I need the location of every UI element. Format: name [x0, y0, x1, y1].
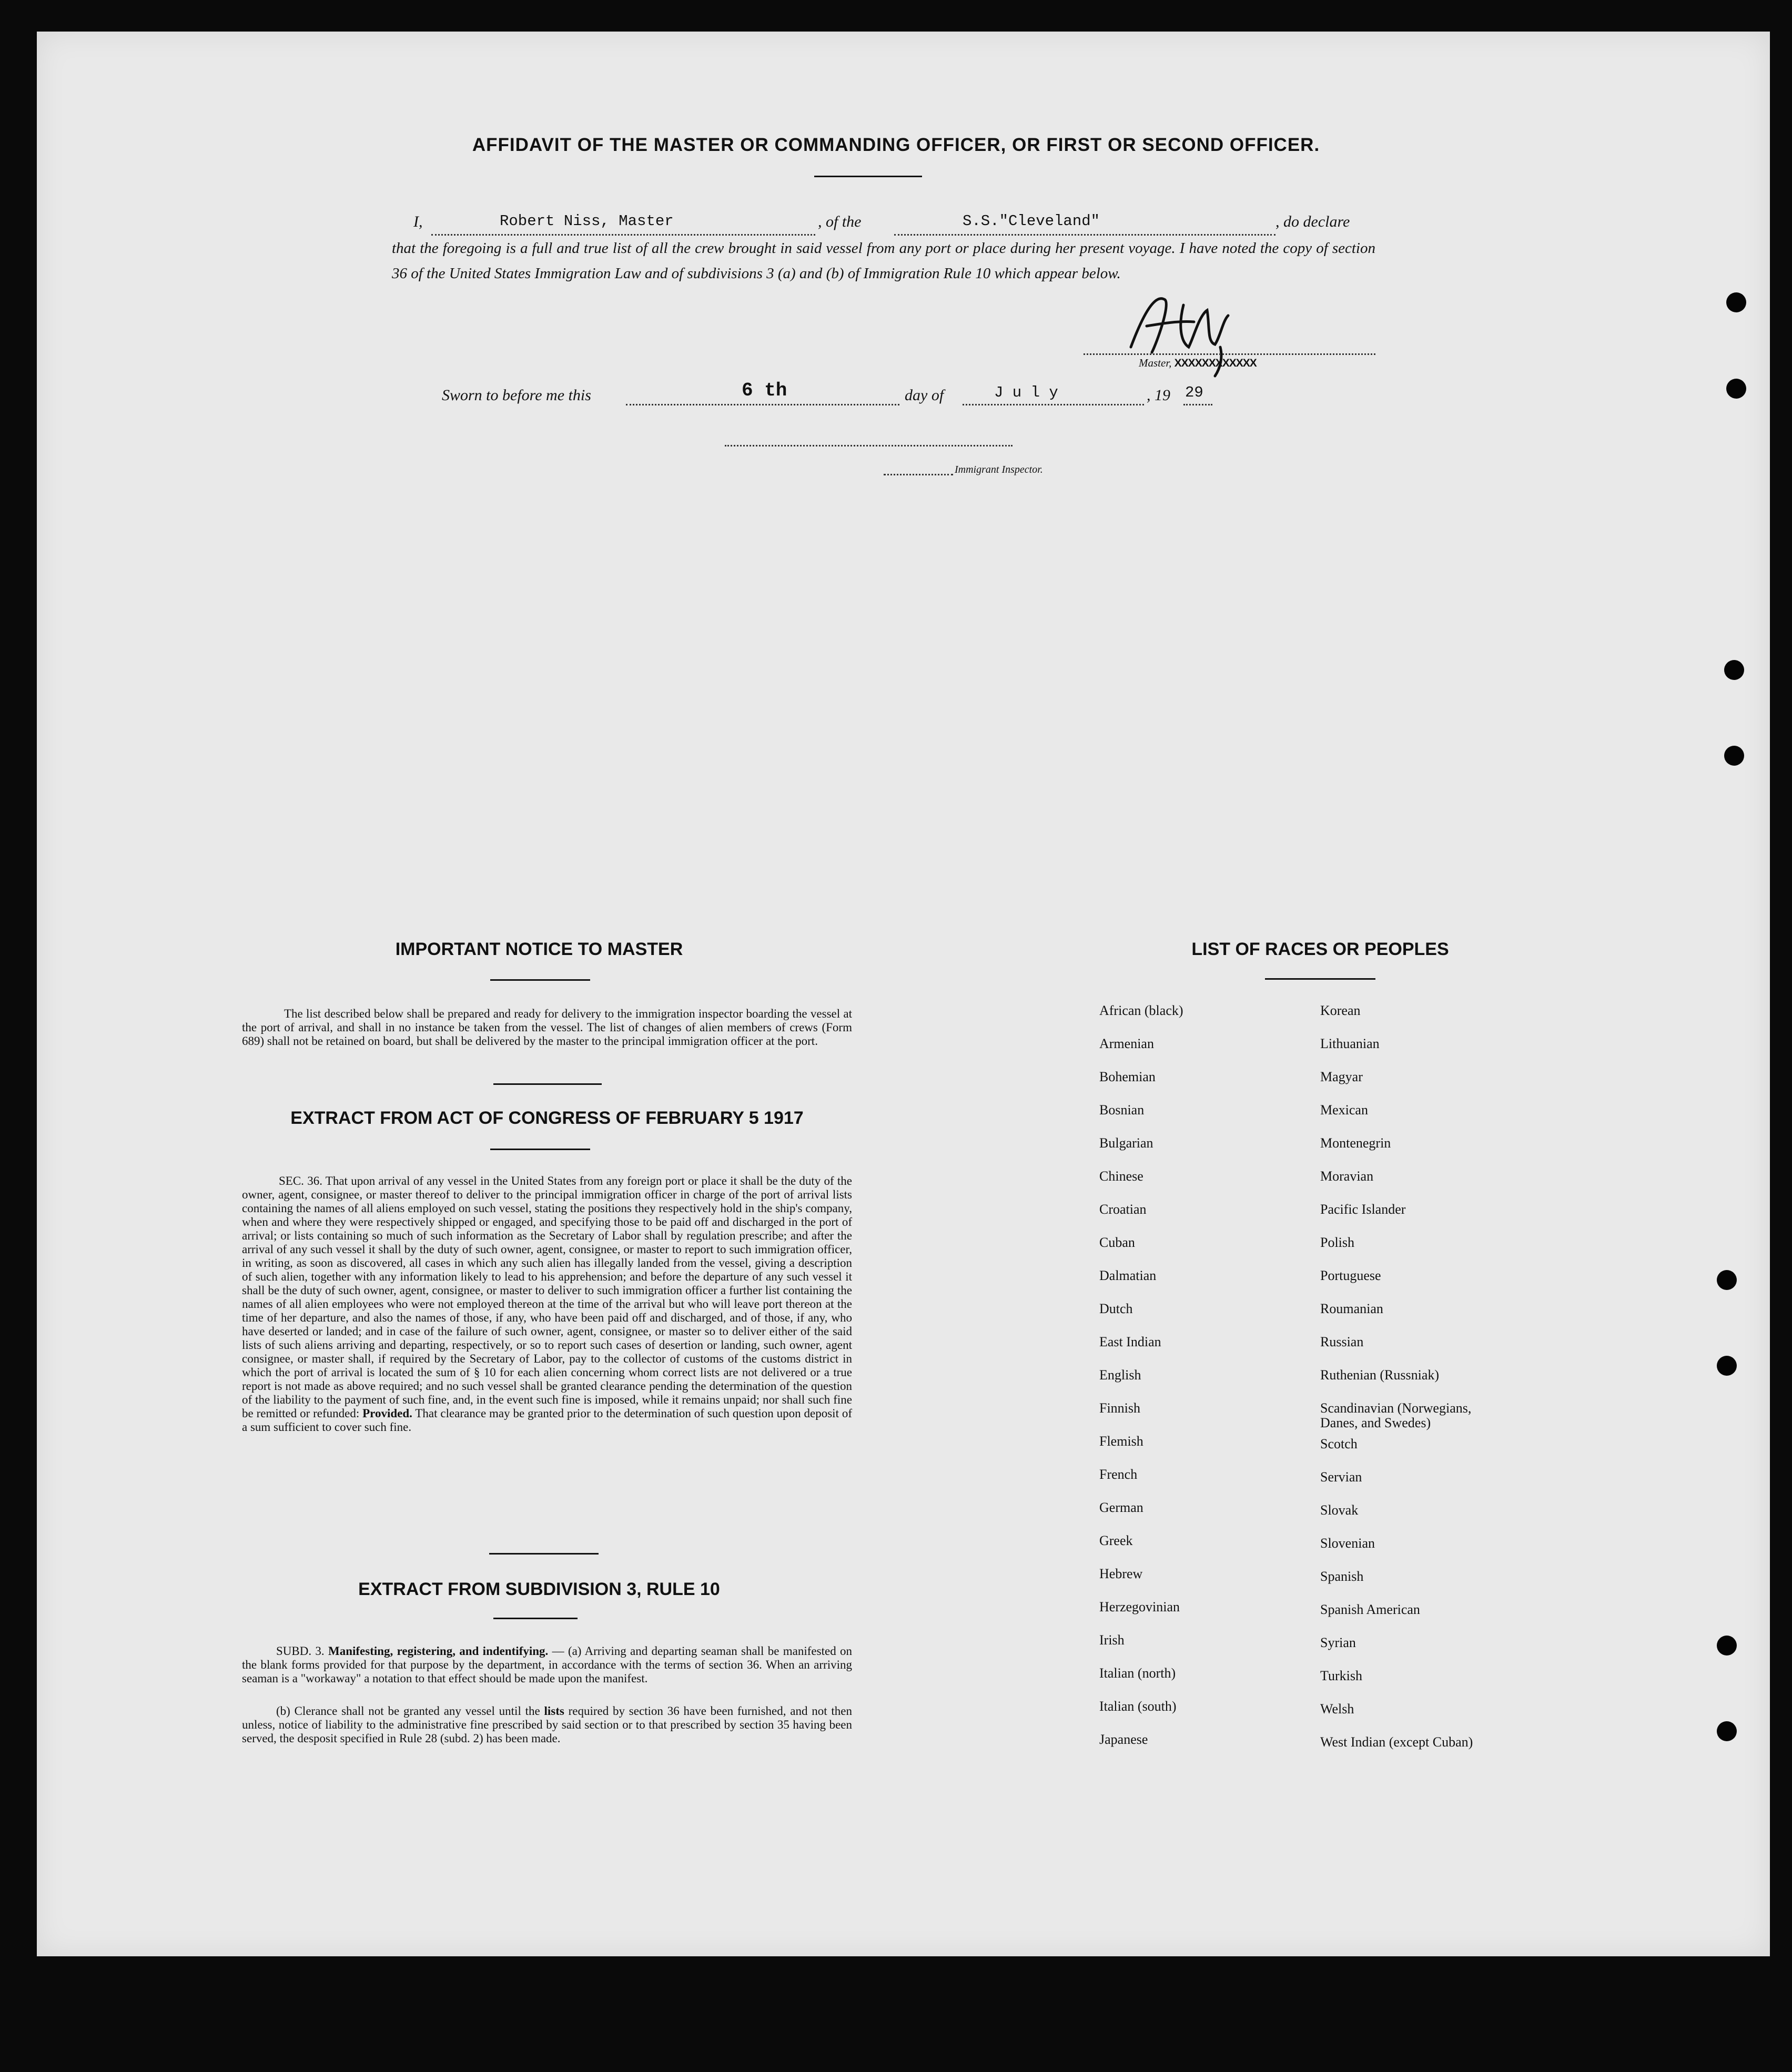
act-text-a: SEC. 36. That upon arrival of any vessel in the United States from any foreign port or place it shall be the duty of the owner, agent, consignee, or master thereof to deliver to the principal immigration officer in charge of the port of arrival lists containing the names of all aliens employed on such vessel, stating the positions they respectively hold in the ship's company, when and where they were respectively shipped or engaged, and specifying those to be paid off and discharged in the port of arrival; or lists containing so much of such information as the Secretary of Labor shall by regulation prescribe; and after the arrival of any such vessel it shall by the duty of such owner, agent, consignee, or master to report to such immigration officer, in writing, as soon as discovered, all cases in which any such alien has illegally landed from the vessel, giving a description of such alien, together with any information likely to lead to his apprehension; and before the departure of any such vessel it shall be the duty of such owner, agent, consignee, or master to deliver to such immigration officer a further list containing the names of all alien employees who were not employed thereon at the time of the arrival but who will leave port thereon at the time of her departure, and also the names of those, if any, who have been paid off and discharged, and of those, if any, who have deserted or landed; and in case of the failure of such owner, agent, consignee, or master so to deliver either of the said lists of such aliens arriving and departing, respectively, or so to report such cases of desertion or landing, such owner, agent consignee, or master shall, if required by the Secretary of Labor, pay to the collector of customs of the customs district in which the port of arrival is located the sum of § 10 for each alien concerning whom correct lists are not delivered or a true report is not made as above required; and no such vessel shall be granted clearance pending the determination of the question of the liability to the payment of such fine, and, in the event such fine is imposed, while it remains unpaid; nor shall such fine be remitted or refunded: [242, 1174, 852, 1420]
year-value: 29 [1185, 384, 1203, 401]
subd-b-lists: lists [544, 1704, 564, 1718]
inspector-label: Immigrant Inspector. [955, 464, 1043, 475]
race-item: Bulgarian [1099, 1135, 1153, 1151]
title-divider [814, 176, 922, 177]
year-prefix: , 19 [1147, 387, 1170, 404]
master-name: Robert Niss, Master [500, 212, 674, 230]
race-item: Polish [1320, 1235, 1355, 1250]
inspector-line-1 [725, 445, 1013, 446]
master-label: Master, [1139, 357, 1175, 369]
race-item: Greek [1099, 1533, 1133, 1548]
inspector-line-2 [884, 474, 953, 475]
race-item: Croatian [1099, 1202, 1147, 1217]
act-text [242, 1174, 852, 1434]
provided-label: Provided. [362, 1407, 412, 1420]
rule10-text-a [242, 1644, 852, 1685]
race-item: Slovak [1320, 1502, 1359, 1518]
race-item: Scotch [1320, 1436, 1358, 1451]
race-item: Bohemian [1099, 1069, 1156, 1084]
notice-divider [490, 979, 590, 981]
signature-line [1084, 353, 1375, 355]
subd-lead: SUBD. 3. [276, 1644, 325, 1658]
punch-hole [1726, 379, 1746, 399]
month-value: J u l y [994, 384, 1058, 401]
subd-heading: Manifesting, registering, and indentifying. [328, 1644, 549, 1658]
subd-a-text: — (a) Arriving and departing seaman shall be manifested on the blank forms provided for that purpose by the department, in accordance with the terms of section 36. When an arriving seaman is a "workaway" a notation to that effect should be made upon the manifest. [242, 1644, 853, 1685]
subd-b-pre: (b) Clerance shall not be granted any vessel until the [276, 1704, 540, 1718]
act-title: EXTRACT FROM ACT OF CONGRESS OF FEBRUARY 5 1917 [290, 1108, 804, 1128]
sworn-label: Sworn to before me this [442, 387, 591, 404]
affidavit-title: AFFIDAVIT OF THE MASTER OR COMMANDING OFFICER, OR FIRST OR SECOND OFFICER. [472, 135, 1320, 155]
punch-hole [1717, 1356, 1737, 1376]
race-item: Spanish [1320, 1569, 1364, 1584]
punch-hole [1717, 1636, 1737, 1655]
race-item: Italian (north) [1099, 1665, 1176, 1681]
race-item: Italian (south) [1099, 1699, 1177, 1714]
races-title: LIST OF RACES OR PEOPLES [1191, 939, 1449, 959]
punch-hole [1724, 660, 1744, 680]
punch-hole [1724, 746, 1744, 766]
race-item: Montenegrin [1320, 1135, 1391, 1151]
rule10-text-b [242, 1704, 852, 1745]
race-item: Finnish [1099, 1400, 1141, 1416]
race-item: Moravian [1320, 1169, 1374, 1184]
race-item: English [1099, 1367, 1141, 1383]
signature-label [1139, 357, 1257, 370]
race-item: Scandinavian (Norwegians, Danes, and Swedes) [1320, 1400, 1472, 1430]
affidavit-body: that the foregoing is a full and true list of all the crew brought in said vessel from any port or place during her present voyage. I have noted the copy of section 36 of the United States Immigration Law and of subdivisions 3 (a) and (b) of Immigration Rule 10 which appear below. [392, 240, 1375, 282]
races-divider [1265, 978, 1375, 980]
struck-label: XXXXXXXXXXXX [1174, 357, 1257, 369]
i-label: I, [413, 213, 423, 230]
race-item: Mexican [1320, 1102, 1368, 1118]
race-item: African (black) [1099, 1003, 1183, 1018]
race-item: Pacific Islander [1320, 1202, 1406, 1217]
race-item: Russian [1320, 1334, 1364, 1349]
race-item: Irish [1099, 1632, 1125, 1648]
race-item: Lithuanian [1320, 1036, 1380, 1051]
vessel-name: S.S."Cleveland" [963, 212, 1100, 230]
subd-b-post: required by section 36 have been furnished, and not then unless, notice of liability to the administrative fine prescribed by said section or to that prescribed by section 35 having been served, the desposit specified in Rule 28 (subd. 2) has been made. [242, 1704, 852, 1745]
race-item: Dutch [1099, 1301, 1133, 1316]
race-item: Dalmatian [1099, 1268, 1157, 1283]
race-item: Turkish [1320, 1668, 1362, 1683]
notice-title: IMPORTANT NOTICE TO MASTER [395, 939, 683, 959]
day-line [626, 404, 899, 405]
day-of-label: day of [905, 387, 944, 404]
act-divider [490, 1149, 590, 1150]
race-item: Slovenian [1320, 1536, 1375, 1551]
race-item: West Indian (except Cuban) [1320, 1734, 1473, 1750]
race-item: Flemish [1099, 1434, 1143, 1449]
month-line [963, 404, 1144, 405]
race-item: East Indian [1099, 1334, 1161, 1349]
year-line [1183, 404, 1212, 405]
punch-hole [1717, 1270, 1737, 1290]
race-item: Roumanian [1320, 1301, 1383, 1316]
race-item: German [1099, 1500, 1143, 1515]
act-rule [489, 1553, 599, 1555]
rule10-divider [493, 1618, 578, 1619]
notice-rule [493, 1083, 602, 1085]
race-item: Spanish American [1320, 1602, 1420, 1617]
race-item: Korean [1320, 1003, 1361, 1018]
race-item: Cuban [1099, 1235, 1135, 1250]
race-item: Chinese [1099, 1169, 1143, 1184]
race-item: French [1099, 1467, 1138, 1482]
race-item: Syrian [1320, 1635, 1356, 1650]
day-value: 6 th [742, 380, 787, 401]
race-item: Ruthenian (Russniak) [1320, 1367, 1440, 1383]
race-item: Magyar [1320, 1069, 1363, 1084]
race-item: Herzegovinian [1099, 1599, 1180, 1614]
race-item: Servian [1320, 1469, 1362, 1485]
of-the-label: , of the [818, 213, 862, 230]
race-item: Hebrew [1099, 1566, 1143, 1581]
punch-hole [1726, 292, 1746, 312]
rule10-title: EXTRACT FROM SUBDIVISION 3, RULE 10 [358, 1579, 720, 1599]
punch-hole [1717, 1721, 1737, 1741]
notice-text: The list described below shall be prepared and ready for delivery to the immigration inspector boarding the vessel at the port of arrival, and shall in no instance be taken from the vessel. The list of changes of alien members of crews (Form 689) shall not be retained on board, but shall be delivered by the master to the principal immigration officer at the port. [242, 1007, 852, 1048]
race-item: Japanese [1099, 1732, 1148, 1747]
do-declare-label: , do declare [1275, 213, 1350, 230]
race-item: Welsh [1320, 1701, 1354, 1716]
act-text-b: That clearance may be granted prior to the determination of such question upon deposit of a sum sufficient to cover such fine. [242, 1407, 852, 1434]
race-item: Portuguese [1320, 1268, 1381, 1283]
race-item: Armenian [1099, 1036, 1154, 1051]
race-item: Bosnian [1099, 1102, 1145, 1118]
